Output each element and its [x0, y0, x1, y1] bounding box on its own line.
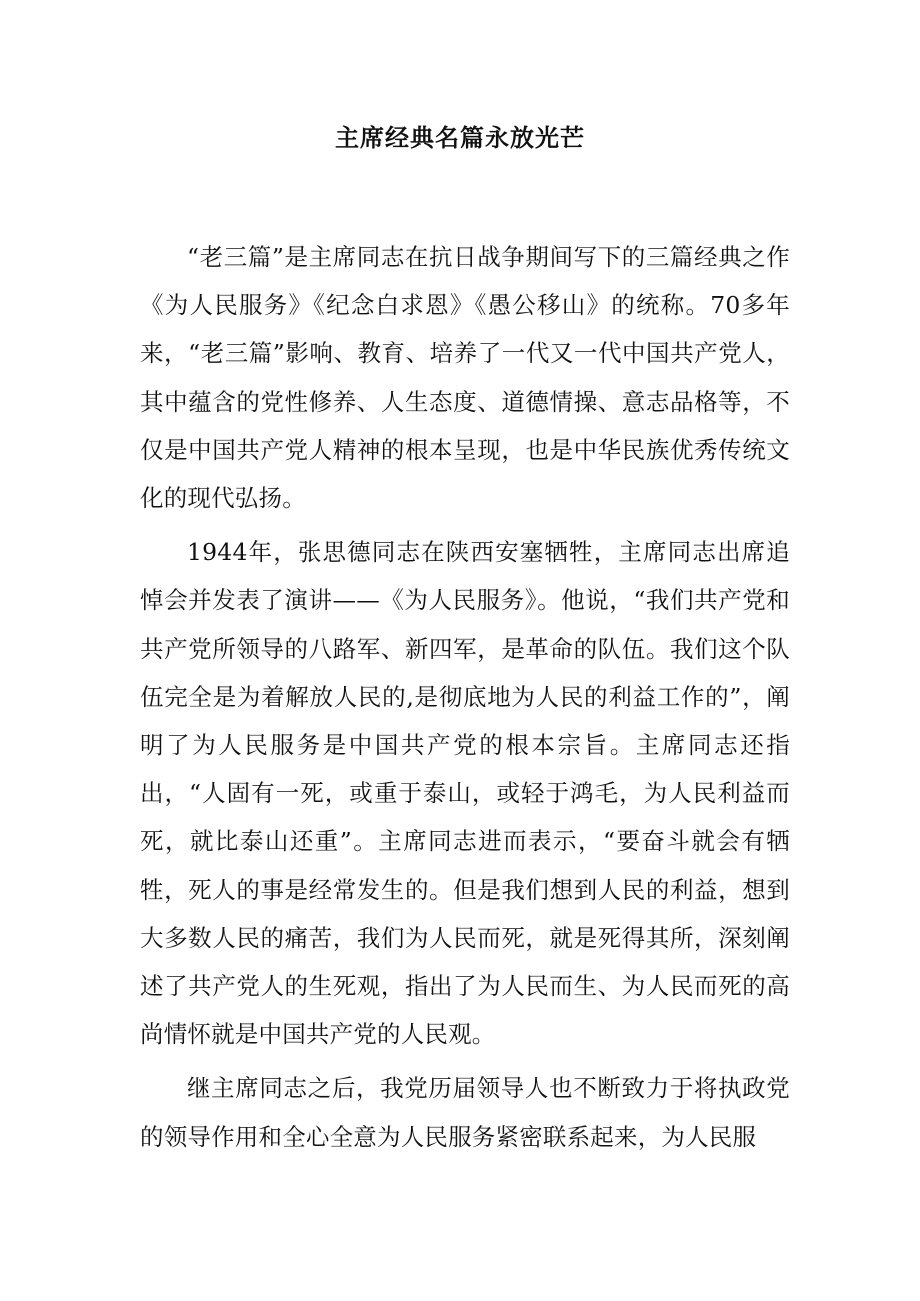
paragraph-3: 继主席同志之后，我党历届领导人也不断致力于将执政党的领导作用和全心全意为人民服务紧密联系起来，为人民服 [140, 1074, 790, 1151]
document-title: 主席经典名篇永放光芒 [335, 124, 585, 152]
paragraph-1: “老三篇”是主席同志在抗日战争期间写下的三篇经典之作《为人民服务》《纪念白求恩》《愚公移山》的统称。70多年来，“老三篇”影响、教育、培养了一代又一代中国共产党人，其中蕴含的党性修养、人生态度、道德情操、意志品格等，不仅是中国共产党人精神的根本呈现，也是中华民族优秀传统文化的现代弘扬。 [140, 243, 790, 513]
document-body [140, 233, 790, 1167]
paragraph-2: 1944年，张思德同志在陕西安塞牺牲，主席同志出席追悼会并发表了演讲——《为人民服务》。他说，“我们共产党和共产党所领导的八路军、新四军，是革命的队伍。我们这个队伍完全是为着解放人民的,是彻底地为人民的利益工作的”，阐明了为人民服务是中国共产党的根本宗旨。主席同志还指出，“人固有一死，或重于泰山，或轻于鸿毛，为人民利益而死，就比泰山还重”。主席同志进而表示，“要奋斗就会有牺牲，死人的事是经常发生的。但是我们想到人民的利益，想到大多数人民的痛苦，我们为人民而死，就是死得其所，深刻阐述了共产党人的生死观，指出了为人民而生、为人民而死的高尚情怀就是中国共产党的人民观。 [140, 538, 790, 1049]
